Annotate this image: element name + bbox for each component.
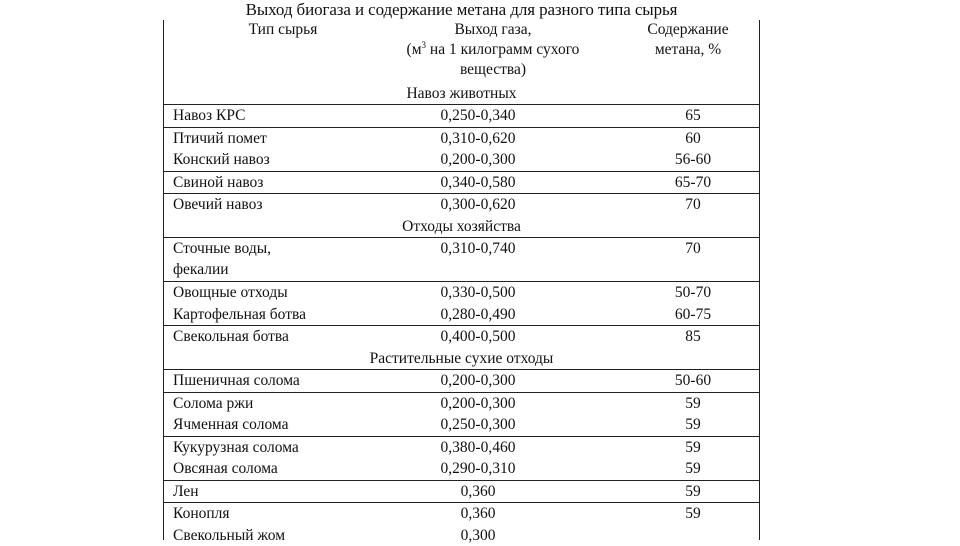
table-row <box>163 105 760 128</box>
cell-yield: 0,300-0,620 <box>413 194 543 215</box>
header-yield-line2 <box>373 40 613 60</box>
cell-yield: 0,250-0,340 <box>413 105 543 126</box>
table-row <box>163 282 760 304</box>
table-row <box>163 437 760 459</box>
cell-type: Картофельная ботва <box>173 304 403 325</box>
cell-methane: 70 <box>638 194 748 215</box>
cell-type: Свекольная ботва <box>173 326 403 347</box>
cell-yield: 0,200-0,300 <box>413 393 543 414</box>
cell-yield: 0,290-0,310 <box>413 458 543 479</box>
cell-yield: 0,310-0,740 <box>413 238 543 259</box>
cell-methane: 59 <box>638 503 748 524</box>
cell-type-line2: фекалии <box>173 259 403 280</box>
section-header <box>163 348 760 371</box>
header-methane-line1: Содержание <box>618 20 758 40</box>
header-type: Тип сырья <box>163 20 403 40</box>
header-yield-line1: Выход газа, <box>373 20 613 40</box>
cell-methane: 59 <box>638 481 748 502</box>
cell-type: Навоз КРС <box>173 105 403 126</box>
table-row <box>163 149 760 172</box>
table-row <box>163 304 760 327</box>
cell-type: Овощные отходы <box>173 282 403 303</box>
cell-methane: 70 <box>638 238 748 259</box>
table-row <box>163 414 760 437</box>
cell-yield: 0,360 <box>413 503 543 524</box>
table-row <box>163 238 760 282</box>
cell-yield: 0,280-0,490 <box>413 304 543 325</box>
cell-methane: 59 <box>638 458 748 479</box>
cell-methane: 50-70 <box>638 282 748 303</box>
table-row <box>163 128 760 150</box>
cell-methane: 50-60 <box>638 370 748 391</box>
cell-type: Солома ржи <box>173 393 403 414</box>
cell-yield: 0,400-0,500 <box>413 326 543 347</box>
table-title: Выход биогаза и содержание метана для разного типа сырья <box>163 0 760 20</box>
header-yield <box>373 20 613 80</box>
cell-methane: 59 <box>638 437 748 458</box>
cell-type: Лен <box>173 481 403 502</box>
table-row <box>163 194 760 216</box>
cell-methane: 59 <box>638 414 748 435</box>
cell-methane: 56-60 <box>638 149 748 170</box>
document-page <box>163 0 760 540</box>
table-row <box>163 503 760 525</box>
table-row <box>163 525 760 546</box>
header-yield-sup: 3 <box>422 40 427 50</box>
cell-type: Овечий навоз <box>173 194 403 215</box>
cell-methane: 85 <box>638 326 748 347</box>
cell-yield: 0,200-0,300 <box>413 149 543 170</box>
table-header <box>163 20 760 86</box>
cell-type <box>173 238 403 280</box>
cell-yield: 0,330-0,500 <box>413 282 543 303</box>
cell-type: Кукурузная солома <box>173 437 403 458</box>
cell-type: Свекольный жом <box>173 525 403 546</box>
cell-type: Овсяная солома <box>173 458 403 479</box>
cell-type: Конский навоз <box>173 149 403 170</box>
header-methane <box>618 20 758 60</box>
cell-methane: 65 <box>638 105 748 126</box>
table-body <box>163 86 760 546</box>
cell-yield: 0,300 <box>413 525 543 546</box>
cell-yield: 0,250-0,300 <box>413 414 543 435</box>
table-row <box>163 172 760 195</box>
cell-type: Пшеничная солома <box>173 370 403 391</box>
cell-yield: 0,340-0,580 <box>413 172 543 193</box>
cell-type-line1: Сточные воды, <box>173 240 271 257</box>
table-row <box>163 326 760 348</box>
cell-type: Конопля <box>173 503 403 524</box>
table-row <box>163 481 760 504</box>
cell-methane: 60 <box>638 128 748 149</box>
cell-methane: 59 <box>638 393 748 414</box>
section-header <box>163 216 760 239</box>
cell-yield: 0,360 <box>413 481 543 502</box>
header-yield-line3: вещества) <box>373 60 613 80</box>
cell-methane: 60-75 <box>638 304 748 325</box>
header-yield-rest: на 1 килограмм сухого <box>426 41 579 58</box>
cell-type: Свиной навоз <box>173 172 403 193</box>
cell-type: Ячменная солома <box>173 414 403 435</box>
cell-yield: 0,200-0,300 <box>413 370 543 391</box>
cell-methane: 65-70 <box>638 172 748 193</box>
cell-yield: 0,380-0,460 <box>413 437 543 458</box>
table-row <box>163 393 760 415</box>
section-header <box>163 83 760 105</box>
table-row <box>163 458 760 481</box>
section-plant: Растительные сухие отходы <box>163 348 760 369</box>
section-household: Отходы хозяйства <box>163 216 760 237</box>
section-animal: Навоз животных <box>163 83 760 104</box>
header-methane-line2: метана, % <box>618 40 758 60</box>
cell-yield: 0,310-0,620 <box>413 128 543 149</box>
cell-type: Птичий помет <box>173 128 403 149</box>
table-row <box>163 370 760 393</box>
header-yield-unit: (м <box>407 41 422 58</box>
